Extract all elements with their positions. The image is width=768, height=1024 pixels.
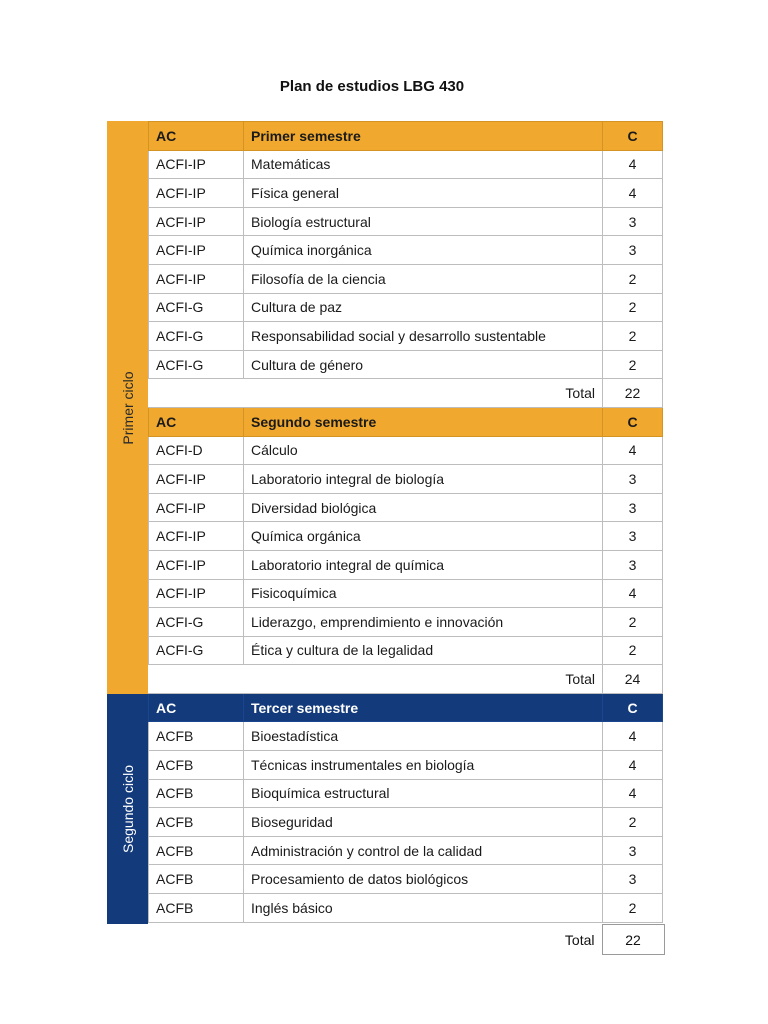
total-credits: 24 [603,665,663,694]
course-ac: ACFI-G [149,293,244,322]
course-name: Bioestadística [244,722,603,751]
course-credits: 3 [603,550,663,579]
course-ac: ACFI-IP [149,179,244,208]
course-ac: ACFB [149,894,244,923]
course-name: Ética y cultura de la legalidad [244,636,603,665]
course-credits: 3 [603,493,663,522]
semester-header [149,693,663,722]
course-credits: 3 [603,865,663,894]
course-name: Responsabilidad social y desarrollo sustentable [244,322,603,351]
header-ac: AC [149,693,244,722]
header-credits: C [603,693,663,722]
course-credits: 4 [603,779,663,808]
course-name: Bioseguridad [244,808,603,837]
course-credits: 3 [603,522,663,551]
course-credits: 4 [603,751,663,780]
course-credits: 4 [603,436,663,465]
curriculum-table [148,121,663,923]
course-row [149,751,663,780]
total-credits: 22 [603,379,663,408]
course-ac: ACFI-D [149,436,244,465]
course-row [149,293,663,322]
course-ac: ACFI-IP [149,465,244,494]
course-ac: ACFI-IP [149,207,244,236]
cycle-band-primer [107,121,148,694]
course-ac: ACFI-IP [149,236,244,265]
course-name: Química inorgánica [244,236,603,265]
course-row [149,836,663,865]
course-ac: ACFI-G [149,636,244,665]
header-credits: C [603,122,663,151]
course-name: Cultura de paz [244,293,603,322]
total-row [149,379,663,408]
course-ac: ACFI-IP [149,264,244,293]
course-credits: 3 [603,465,663,494]
course-name: Administración y control de la calidad [244,836,603,865]
course-credits: 2 [603,350,663,379]
semester-header [149,122,663,151]
header-credits: C [603,407,663,436]
course-row [149,150,663,179]
cycle-band-segundo [107,694,148,924]
total-row [149,665,663,694]
course-row [149,722,663,751]
total-label: Total [149,379,603,408]
semester-header [149,407,663,436]
course-row [149,894,663,923]
course-name: Física general [244,179,603,208]
course-ac: ACFB [149,865,244,894]
course-row [149,350,663,379]
course-ac: ACFB [149,722,244,751]
course-name: Inglés básico [244,894,603,923]
course-ac: ACFI-G [149,608,244,637]
course-row [149,636,663,665]
course-name: Diversidad biológica [244,493,603,522]
course-row [149,779,663,808]
cycle-label: Segundo ciclo [119,765,136,853]
course-name: Laboratorio integral de biología [244,465,603,494]
course-name: Cálculo [244,436,603,465]
course-ac: ACFB [149,836,244,865]
semester-title: Tercer semestre [244,693,603,722]
total-row [148,925,664,955]
course-name: Laboratorio integral de química [244,550,603,579]
course-name: Bioquímica estructural [244,779,603,808]
header-ac: AC [149,122,244,151]
course-ac: ACFI-IP [149,522,244,551]
course-row [149,522,663,551]
course-row [149,264,663,293]
course-row [149,207,663,236]
course-row [149,236,663,265]
course-name: Fisicoquímica [244,579,603,608]
semester-title: Primer semestre [244,122,603,151]
course-credits: 4 [603,150,663,179]
course-name: Matemáticas [244,150,603,179]
course-ac: ACFI-IP [149,493,244,522]
page-title: Plan de estudios LBG 430 [279,78,465,95]
course-credits: 2 [603,293,663,322]
total-credits: 22 [602,925,664,955]
course-row [149,465,663,494]
course-ac: ACFB [149,779,244,808]
total-label: Total [149,665,603,694]
course-credits: 2 [603,264,663,293]
course-credits: 3 [603,236,663,265]
course-name: Técnicas instrumentales en biología [244,751,603,780]
course-row [149,865,663,894]
course-credits: 2 [603,894,663,923]
course-ac: ACFB [149,808,244,837]
course-name: Cultura de género [244,350,603,379]
course-row [149,579,663,608]
header-ac: AC [149,407,244,436]
course-row [149,808,663,837]
course-credits: 4 [603,722,663,751]
course-credits: 2 [603,322,663,351]
course-credits: 4 [603,179,663,208]
semester-title: Segundo semestre [244,407,603,436]
course-ac: ACFI-IP [149,150,244,179]
course-credits: 2 [603,608,663,637]
course-name: Química orgánica [244,522,603,551]
course-ac: ACFI-IP [149,579,244,608]
course-ac: ACFI-G [149,322,244,351]
total-label: Total [564,931,595,948]
course-row [149,493,663,522]
course-ac: ACFI-G [149,350,244,379]
course-name: Filosofía de la ciencia [244,264,603,293]
course-row [149,179,663,208]
cycle-label: Primer ciclo [119,370,136,445]
course-row [149,436,663,465]
course-name: Biología estructural [244,207,603,236]
course-name: Liderazgo, emprendimiento e innovación [244,608,603,637]
course-row [149,608,663,637]
course-credits: 3 [603,836,663,865]
course-credits: 3 [603,207,663,236]
course-row [149,550,663,579]
course-ac: ACFI-IP [149,550,244,579]
course-ac: ACFB [149,751,244,780]
course-row [149,322,663,351]
course-name: Procesamiento de datos biológicos [244,865,603,894]
course-credits: 2 [603,636,663,665]
course-credits: 2 [603,808,663,837]
course-credits: 4 [603,579,663,608]
third-semester-total [148,924,665,955]
